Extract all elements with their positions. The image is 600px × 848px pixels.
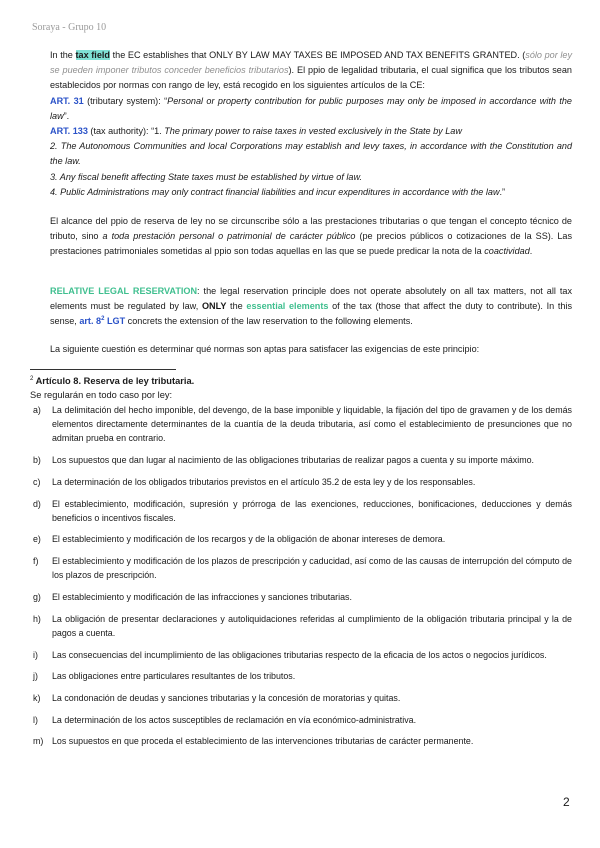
article-133-label: ART. 133 [50, 126, 88, 137]
article-31: ART. 31 (tributary system): “Personal or property contribution for public purposes may only be imposed in accordance with the law”. [50, 95, 572, 121]
footnote-list-item [30, 497, 572, 525]
list-item-text: La determinación de los actos susceptibles de reclamación en vía económico-administrativa. [52, 714, 417, 725]
scope-paragraph: El alcance del ppio de reserva de ley no se circunscribe sólo a las prestaciones tributarias o que tengan el concepto técnico de tributo, sino a toda prestación personal o patrimonial de carácter público (pe precios públicos o cotizaciones de la SS). Las prestaciones patrimoniales sometidas al ppio son todas aquellas en las que se puede predicar la nota de la coactividad. [50, 216, 572, 257]
footnote-list [30, 403, 572, 756]
footnote-list-item [30, 453, 572, 467]
list-item-text: El establecimiento y modificación de los plazos de prescripción y caducidad, así como de las causas de interrupción del cómputo de los plazos de prescripción. [52, 556, 572, 581]
art-8-reference[interactable]: art. $8^2$ LGT [79, 316, 126, 327]
article-133: ART. 133 (tax authority): “1. The primary power to raise taxes in vested exclusively in the State by Law 2. The Autonomous Communities and local Corporations may establish and levy taxes, in accordance with the Constitution and the law. 3. Any fiscal benefit affecting State taxes must be established by virtue of law. 4. Public Administrations may only contract financial liabilities and incur expenditures in accordance with the law.” [50, 126, 572, 197]
article-31-label: ART. 31 [50, 95, 84, 106]
list-item-label: k) [33, 693, 41, 704]
list-item-label: g) [33, 592, 41, 603]
list-item-label: i) [33, 649, 38, 660]
footnote-list-item [30, 612, 572, 640]
footnote-list-item [30, 648, 572, 662]
list-item-text: Las obligaciones entre particulares resultantes de los tributos. [52, 671, 296, 682]
list-item-text: Los supuestos que dan lugar al nacimiento de las obligaciones tributarias de realizar pagos a cuenta y su importe máximo. [52, 455, 534, 466]
list-item-label: a) [33, 405, 41, 415]
footnote-list-item [30, 403, 572, 446]
page-header: Soraya - Grupo 10 [32, 22, 107, 33]
list-item-label: h) [33, 613, 41, 624]
list-item-label: l) [33, 714, 38, 725]
footnote-list-item [30, 734, 572, 748]
list-item-label: d) [33, 498, 41, 509]
list-item-label: e) [33, 534, 41, 545]
footnote-list-item [30, 590, 572, 604]
footnote-list-item [30, 713, 572, 727]
list-item-text: El establecimiento y modificación de los recargos y de la obligación de abonar intereses de demora. [52, 534, 446, 545]
page-number: 2 [563, 795, 570, 809]
footnote-list-item [30, 532, 572, 546]
list-item-label: c) [33, 476, 41, 487]
relative-reservation-paragraph: RELATIVE LEGAL RESERVATION: the legal reservation principle does not operate absolutely on all tax matters, not all tax elements must be regulated by law, ONLY the essential elements of the tax (those that affect the duty to contribute). In this sense, art. $8^2$ LGT concrets the extension of the law reservation to the following elements. [50, 286, 572, 327]
list-item-text: La determinación de los obligados tributarios previstos en el artículo 35.2 de esta ley y de los responsables. [52, 476, 476, 487]
list-item-text: Los supuestos en que proceda el establecimiento de las intervenciones tributarias de carácter permanente. [52, 736, 474, 747]
list-item-label: f) [33, 556, 39, 567]
list-item-text: El establecimiento y modificación de las infracciones y sanciones tributarias. [52, 592, 352, 603]
footnote-list-item [30, 475, 572, 489]
footnote-list-item [30, 669, 572, 683]
footnote-title: $^2$ Artículo 8. Reserva de ley tributaria. [30, 375, 195, 386]
footnote-subtitle: Se regularán en todo caso por ley: [30, 390, 173, 400]
question-paragraph: La siguiente cuestión es determinar qué normas son aptas para satisfacer las exigencias de este principio: [50, 344, 480, 354]
list-item-text: La condonación de deudas y sanciones tributarias y la concesión de moratorias y quitas. [52, 693, 401, 704]
footnote-list-item [30, 554, 572, 582]
list-item-text: La delimitación del hecho imponible, del devengo, de la base imponible y liquidable, la fijación del tipo de gravamen y de los demás elementos directamente determinantes de la cuantía de la deuda tributaria, así como el establecimiento de presunciones que no admitan prueba en contrario. [52, 405, 572, 444]
tax-field-paragraph: In the tax field the EC establishes that ONLY BY LAW MAY TAXES BE IMPOSED AND TAX BENEFITS GRANTED. (sólo por ley se pueden imponer tributos conceder beneficios tributarios). El ppio de legalidad tributaria, el cual significa que los tributos sean establecidos por normas con rango de ley, está recogido en los siguientes artículos de la CE: [50, 50, 573, 91]
list-item-label: m) [33, 736, 44, 747]
list-item-text: Las consecuencias del incumplimiento de las obligaciones tributarias respecto de la eficacia de los actos o negocios jurídicos. [52, 649, 547, 660]
highlighted-term: tax field [75, 50, 110, 60]
list-item-label: j) [33, 671, 38, 682]
relative-reservation-term: RELATIVE LEGAL RESERVATION [50, 286, 198, 296]
list-item-text: El establecimiento, modificación, supresión y prórroga de las exenciones, reducciones, bonificaciones, deducciones y demás beneficios o incentivos fiscales. [52, 498, 572, 523]
footnote-list-item [30, 691, 572, 705]
essential-elements-term: essential elements [246, 301, 329, 312]
intro-paragraph [50, 48, 572, 200]
footnote-divider [30, 369, 176, 370]
list-item-text: La obligación de presentar declaraciones y autoliquidaciones referidas al cumplimiento de la obligación tributaria principal y la de pagos a cuenta. [52, 613, 572, 638]
list-item-label: b) [33, 455, 41, 466]
